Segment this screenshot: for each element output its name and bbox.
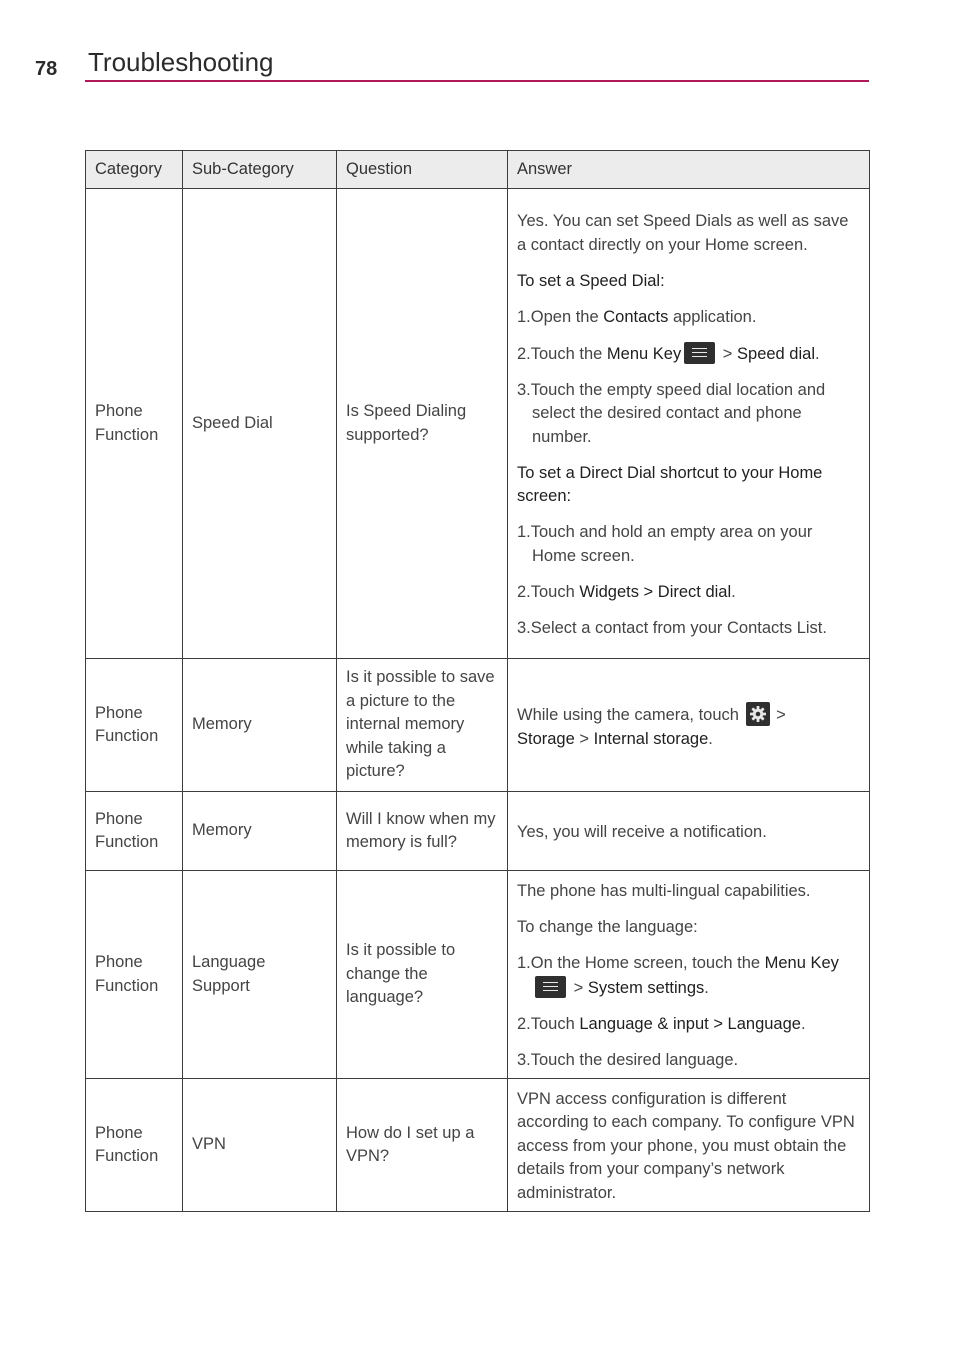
answer-step: 3.Select a contact from your Contacts List.: [517, 618, 827, 637]
table-header-row: [86, 151, 870, 189]
subcategory-cell: VPN: [183, 1079, 337, 1212]
answer-step: 2.Touch Widgets > Direct dial.: [517, 582, 736, 601]
question-cell: Is Speed Dialing supported?: [337, 189, 508, 659]
menu-key-icon: [535, 976, 566, 998]
subcategory-cell: Memory: [183, 659, 337, 792]
column-header-answer: Answer: [508, 151, 870, 189]
subcategory-cell: Speed Dial: [183, 189, 337, 659]
answer-cell: [508, 189, 870, 659]
answer-step: 3.Touch the empty speed dial location and select the desired contact and phone number.: [517, 380, 826, 446]
answer-step: 3.Touch the desired language.: [517, 1050, 739, 1069]
category-cell: Phone Function: [86, 659, 183, 792]
table-row: [86, 792, 870, 871]
column-header-category: Category: [86, 151, 183, 189]
answer-step: 1.On the Home screen, touch the Menu Key > System settings.: [517, 954, 839, 997]
column-header-question: Question: [337, 151, 508, 189]
answer-step: 1.Touch and hold an empty area on your Home screen.: [517, 523, 813, 565]
category-cell: Phone Function: [86, 792, 183, 871]
category-cell: Phone Function: [86, 871, 183, 1079]
column-header-subcategory: Sub-Category: [183, 151, 337, 189]
question-cell: Is it possible to change the language?: [337, 871, 508, 1079]
troubleshooting-table: [85, 150, 870, 1212]
question-cell: Will I know when my memory is full?: [337, 792, 508, 871]
answer-intro: Yes. You can set Speed Dials as well as save a contact directly on your Home screen.: [517, 212, 849, 254]
answer-heading: To set a Direct Dial shortcut to your Home screen:: [517, 463, 823, 505]
answer-intro: The phone has multi-lingual capabilities.: [517, 882, 811, 900]
answer-cell: Yes, you will receive a notification.: [508, 792, 870, 871]
subcategory-cell: Memory: [183, 792, 337, 871]
table-row: [86, 871, 870, 1079]
page-number: 78: [35, 58, 58, 80]
answer-subheading: To change the language:: [517, 918, 698, 936]
answer-cell: [508, 659, 870, 792]
table-row: [86, 189, 870, 659]
answer-cell: [508, 871, 870, 1079]
question-cell: Is it possible to save a picture to the internal memory while taking a picture?: [337, 659, 508, 792]
answer-text: While using the camera, touch > Storage > Internal storage.: [517, 702, 860, 751]
answer-cell: VPN access configuration is different according to each company. To configure VPN access from your phone, you must obtain the details from your company’s network administrator.: [508, 1079, 870, 1212]
page-title: Troubleshooting: [88, 47, 274, 77]
question-cell: How do I set up a VPN?: [337, 1079, 508, 1212]
settings-gear-icon: [746, 702, 770, 726]
table-row: [86, 659, 870, 792]
menu-key-icon: [684, 342, 715, 364]
answer-step: 2.Touch the Menu Key > Speed dial.: [517, 342, 860, 367]
category-cell: Phone Function: [86, 189, 183, 659]
answer-step: 2.Touch Language & input > Language.: [517, 1014, 806, 1033]
table-row: [86, 1079, 870, 1212]
title-divider: [85, 80, 869, 82]
category-cell: Phone Function: [86, 1079, 183, 1212]
answer-step: 1.Open the Contacts application.: [517, 307, 757, 326]
answer-heading: To set a Speed Dial:: [517, 271, 665, 290]
subcategory-cell: Language Support: [183, 871, 337, 1079]
